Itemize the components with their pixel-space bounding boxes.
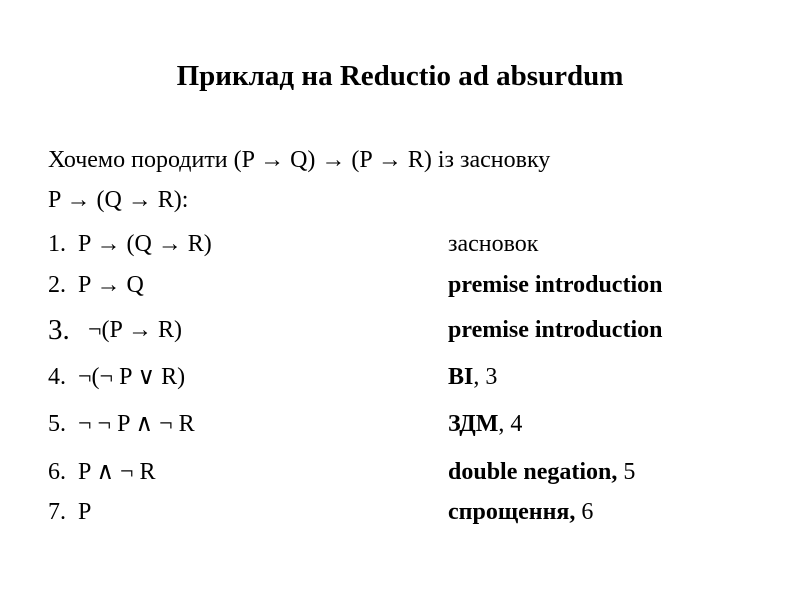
justification-text: ЗДМ <box>448 411 499 437</box>
step-formula: P <box>78 499 92 525</box>
proof-step-7 <box>48 492 768 532</box>
justification-text: premise introduction <box>448 317 663 343</box>
step-number: 1. <box>48 231 66 257</box>
step-justification <box>448 492 593 532</box>
step-justification <box>448 452 635 492</box>
step-justification <box>448 357 497 397</box>
proof-step-1 <box>48 224 768 264</box>
step-justification <box>448 310 662 350</box>
proof-step-2 <box>48 265 768 305</box>
justification-ref: 6 <box>575 499 594 525</box>
step-number: 3. <box>48 314 70 346</box>
proof-step-6 <box>48 452 768 492</box>
step-formula: ¬ ¬ P ∧ ¬ R <box>78 411 195 437</box>
proof-step-4 <box>48 357 768 397</box>
justification-text: засновок <box>448 231 539 257</box>
justification-ref: 5 <box>617 459 636 485</box>
step-formula: ¬(P → R) <box>88 317 182 343</box>
step-justification <box>448 265 662 305</box>
step-formula: ¬(¬ P ∨ R) <box>78 364 186 390</box>
proof-step-5 <box>48 404 768 444</box>
slide-title: Приклад на Reductio ad absurdum <box>176 60 624 92</box>
step-number: 4. <box>48 364 66 390</box>
step-number: 5. <box>48 411 66 437</box>
intro-line-1: Хочемо породити (P → Q) → (P → R) із засновку <box>48 147 551 173</box>
proof-step-3 <box>48 310 768 350</box>
intro-line-2: P → (Q → R): <box>48 187 189 213</box>
step-number: 7. <box>48 499 66 525</box>
step-justification <box>448 224 538 264</box>
step-number: 2. <box>48 272 66 298</box>
step-justification <box>448 404 522 444</box>
justification-ref: , 3 <box>473 364 498 390</box>
step-formula: P ∧ ¬ R <box>78 459 156 485</box>
justification-text: спрощення, <box>448 499 576 525</box>
step-formula: P → (Q → R) <box>78 231 212 257</box>
justification-text: double negation, <box>448 459 618 485</box>
justification-ref: , 4 <box>498 411 523 437</box>
step-number: 6. <box>48 459 66 485</box>
justification-text: premise introduction <box>448 272 663 298</box>
justification-text: BI <box>448 364 474 390</box>
step-formula: P → Q <box>78 272 144 298</box>
